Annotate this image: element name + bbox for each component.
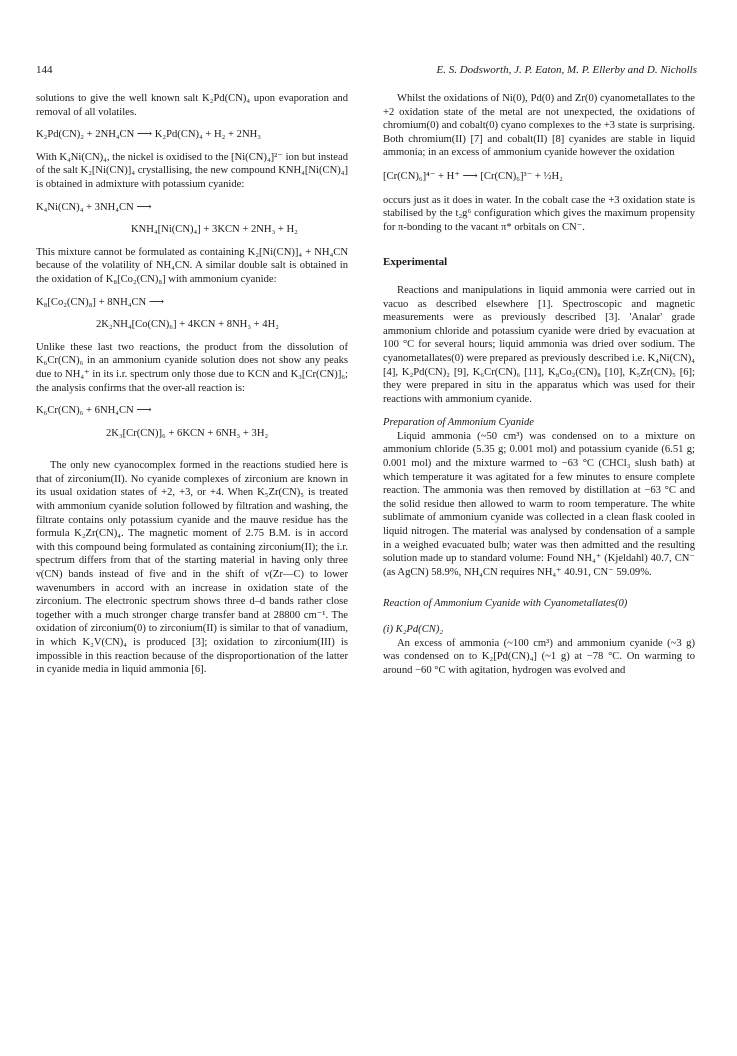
subsection-heading: Preparation of Ammonium Cyanide — [383, 417, 534, 429]
paragraph: Unlike these last two reactions, the product from the dissolution of K₆Cr(CN)₆ in an ammonium cyanide solution does not show any peaks due to NH₄⁺ in its i.r. spectrum only those due to KCN and K₃[Cr(CN)]₆; the analysis confirms that the over-all reaction is: — [36, 341, 348, 394]
paragraph: occurs just as it does in water. In the cobalt case the +3 oxidation state is stabilised by the t₂g⁶ configuration which gives the maximum propensity for π-bonding to the vacant π* orbitals on CN⁻. — [383, 194, 695, 233]
right-column — [383, 92, 695, 677]
page-number: 144 — [36, 64, 53, 76]
equation: K₈[Co₂(CN)₈] + 8NH₄CN ⟶ — [36, 296, 165, 308]
subsubsection-heading: (i) K₂Pd(CN)₂ — [383, 624, 444, 635]
paragraph: Liquid ammonia (~50 cm³) was condensed on to a mixture on ammonium chloride (5.35 g; 0.001 mol) and potassium cyanide (6.51 g; 0.001 mol) and the mixture warmed to −63 °C (CHCl₃ slush bath) at which temperature it was agitated for a few minutes to ensure complete reaction. The ammonia was then removed by distillation at −63 °C and the solid residue then allowed to warm to room temperature. The white sublimate of ammonium cyanide was collected in a clean flask cooled in liquid nitrogen. The material was analysed by condensation of a sample in a weighed evacuated bulb; water was then admitted and the resulting solution made up to standard volume: Found NH₄⁺ (Kjeldahl) 40.7, CN⁻ (as AgCN) 58.9%, NH₄CN requires NH₄⁺ 40.91, CN⁻ 59.09%. — [383, 430, 695, 578]
equation: 2K₂NH₄[Co(CN)₆] + 4KCN + 8NH₃ + 4H₂ — [96, 319, 279, 331]
running-head: E. S. Dodsworth, J. P. Eaton, M. P. Ellerby and D. Nicholls — [436, 64, 697, 76]
paragraph: solutions to give the well known salt K₂Pd(CN)₄ upon evaporation and removal of all volatiles. — [36, 93, 348, 118]
paragraph: Whilst the oxidations of Ni(0), Pd(0) and Zr(0) cyanometallates to the +2 oxidation state of the metal are not unexpected, the oxidations of chromium(0) and cobalt(0) cyano complexes to the +3 state is surprising. Both chromium(II) [7] and cobalt(II) [8] cyanides are stable in liquid ammonia; in an excess of ammonium cyanide however the oxidation — [383, 93, 695, 159]
paragraph: The only new cyanocomplex formed in the reactions studied here is that of zirconium(II). No cyanide complexes of zirconium are known in its usual oxidation states of +2, +3, or +4. When K₅Zr(CN)₅ is treated with ammonium cyanide solution followed by filtration and washing, the filtrate contains only potassium cyanide and the mauve residue has the formula K₂Zr(CN)₄. The magnetic moment of 2.75 B.M. is in accord with this compound being formulated as containing zirconium(II); the i.r. spectrum differs from that of the starting material in having only three ν(CN) bands instead of five and in the shift of ν(Zr—C) to lower wavenumbers in accord with an increase in oxidation state of the zirconium. The electronic spectrum shows three d–d bands rather close together with a much stronger charge transfer band at 28800 cm⁻¹. The oxidation of zirconium(0) to zirconium(II) is similar to that of vanadium, in which K₂V(CN)₄ is produced [3]; oxidation to zirconium(III) is impossible in this reaction because of the disproportionation of the latter in cyanide media in liquid ammonia [6]. — [36, 460, 348, 676]
paragraph: Reactions and manipulations in liquid ammonia were carried out in vacuo as described elsewhere [1]. Spectroscopic and magnetic measurements were as previously described [3]. 'Analar' grade ammonium chloride and potassium cyanide were dried by evacuation at 100 °C for several hours; liquid ammonia was dried over sodium. The cyanometallates(0) were prepared as previously described i.e. K₄Ni(CN)₄ [4], K₂Pd(CN)₂ [9], K₆Cr(CN)₆ [11], K₈Co₂(CN)₈ [10], K₅Zr(CN)₅ [6]; they were prepared in situ in the apparatus which was used for their reactions with ammonium cyanide. — [383, 284, 695, 405]
equation: K₄Ni(CN)₄ + 3NH₄CN ⟶ — [36, 201, 152, 213]
equation: [Cr(CN)₆]⁴⁻ + H⁺ ⟶ [Cr(CN)₆]³⁻ + ½H₂ — [383, 170, 563, 182]
equation: K₆Cr(CN)₆ + 6NH₄CN ⟶ — [36, 405, 152, 417]
equation: KNH₄[Ni(CN)₄] + 3KCN + 2NH₃ + H₂ — [131, 224, 298, 236]
subsection-heading: Reaction of Ammonium Cyanide with Cyanometallates(0) — [383, 598, 628, 610]
paragraph: An excess of ammonia (~100 cm³) and ammonium cyanide (~3 g) was condensed on to K₂[Pd(CN)₄] (~1 g) at −78 °C. On warming to around −60 °C with agitation, hydrogen was evolved and — [383, 637, 695, 676]
equation: K₂Pd(CN)₂ + 2NH₄CN ⟶ K₂Pd(CN)₄ + H₂ + 2NH₃ — [36, 129, 261, 141]
paragraph: With K₄Ni(CN)₄, the nickel is oxidised to the [Ni(CN)₄]²⁻ ion but instead of the salt K₂[Ni(CN)]₄ crystallising, the new compound KNH₄[Ni(CN)₄] is obtained in admixture with potassium cyanide: — [36, 151, 348, 190]
equation: 2K₃[Cr(CN)]₆ + 6KCN + 6NH₃ + 3H₂ — [106, 427, 269, 439]
paragraph: This mixture cannot be formulated as containing K₂[Ni(CN)]₄ + NH₄CN because of the volatility of NH₄CN. A similar double salt is obtained in the oxidation of K₈[Co₂(CN)₈] with ammonium cyanide: — [36, 246, 348, 285]
section-heading: Experimental — [383, 256, 448, 269]
left-column — [36, 92, 348, 677]
